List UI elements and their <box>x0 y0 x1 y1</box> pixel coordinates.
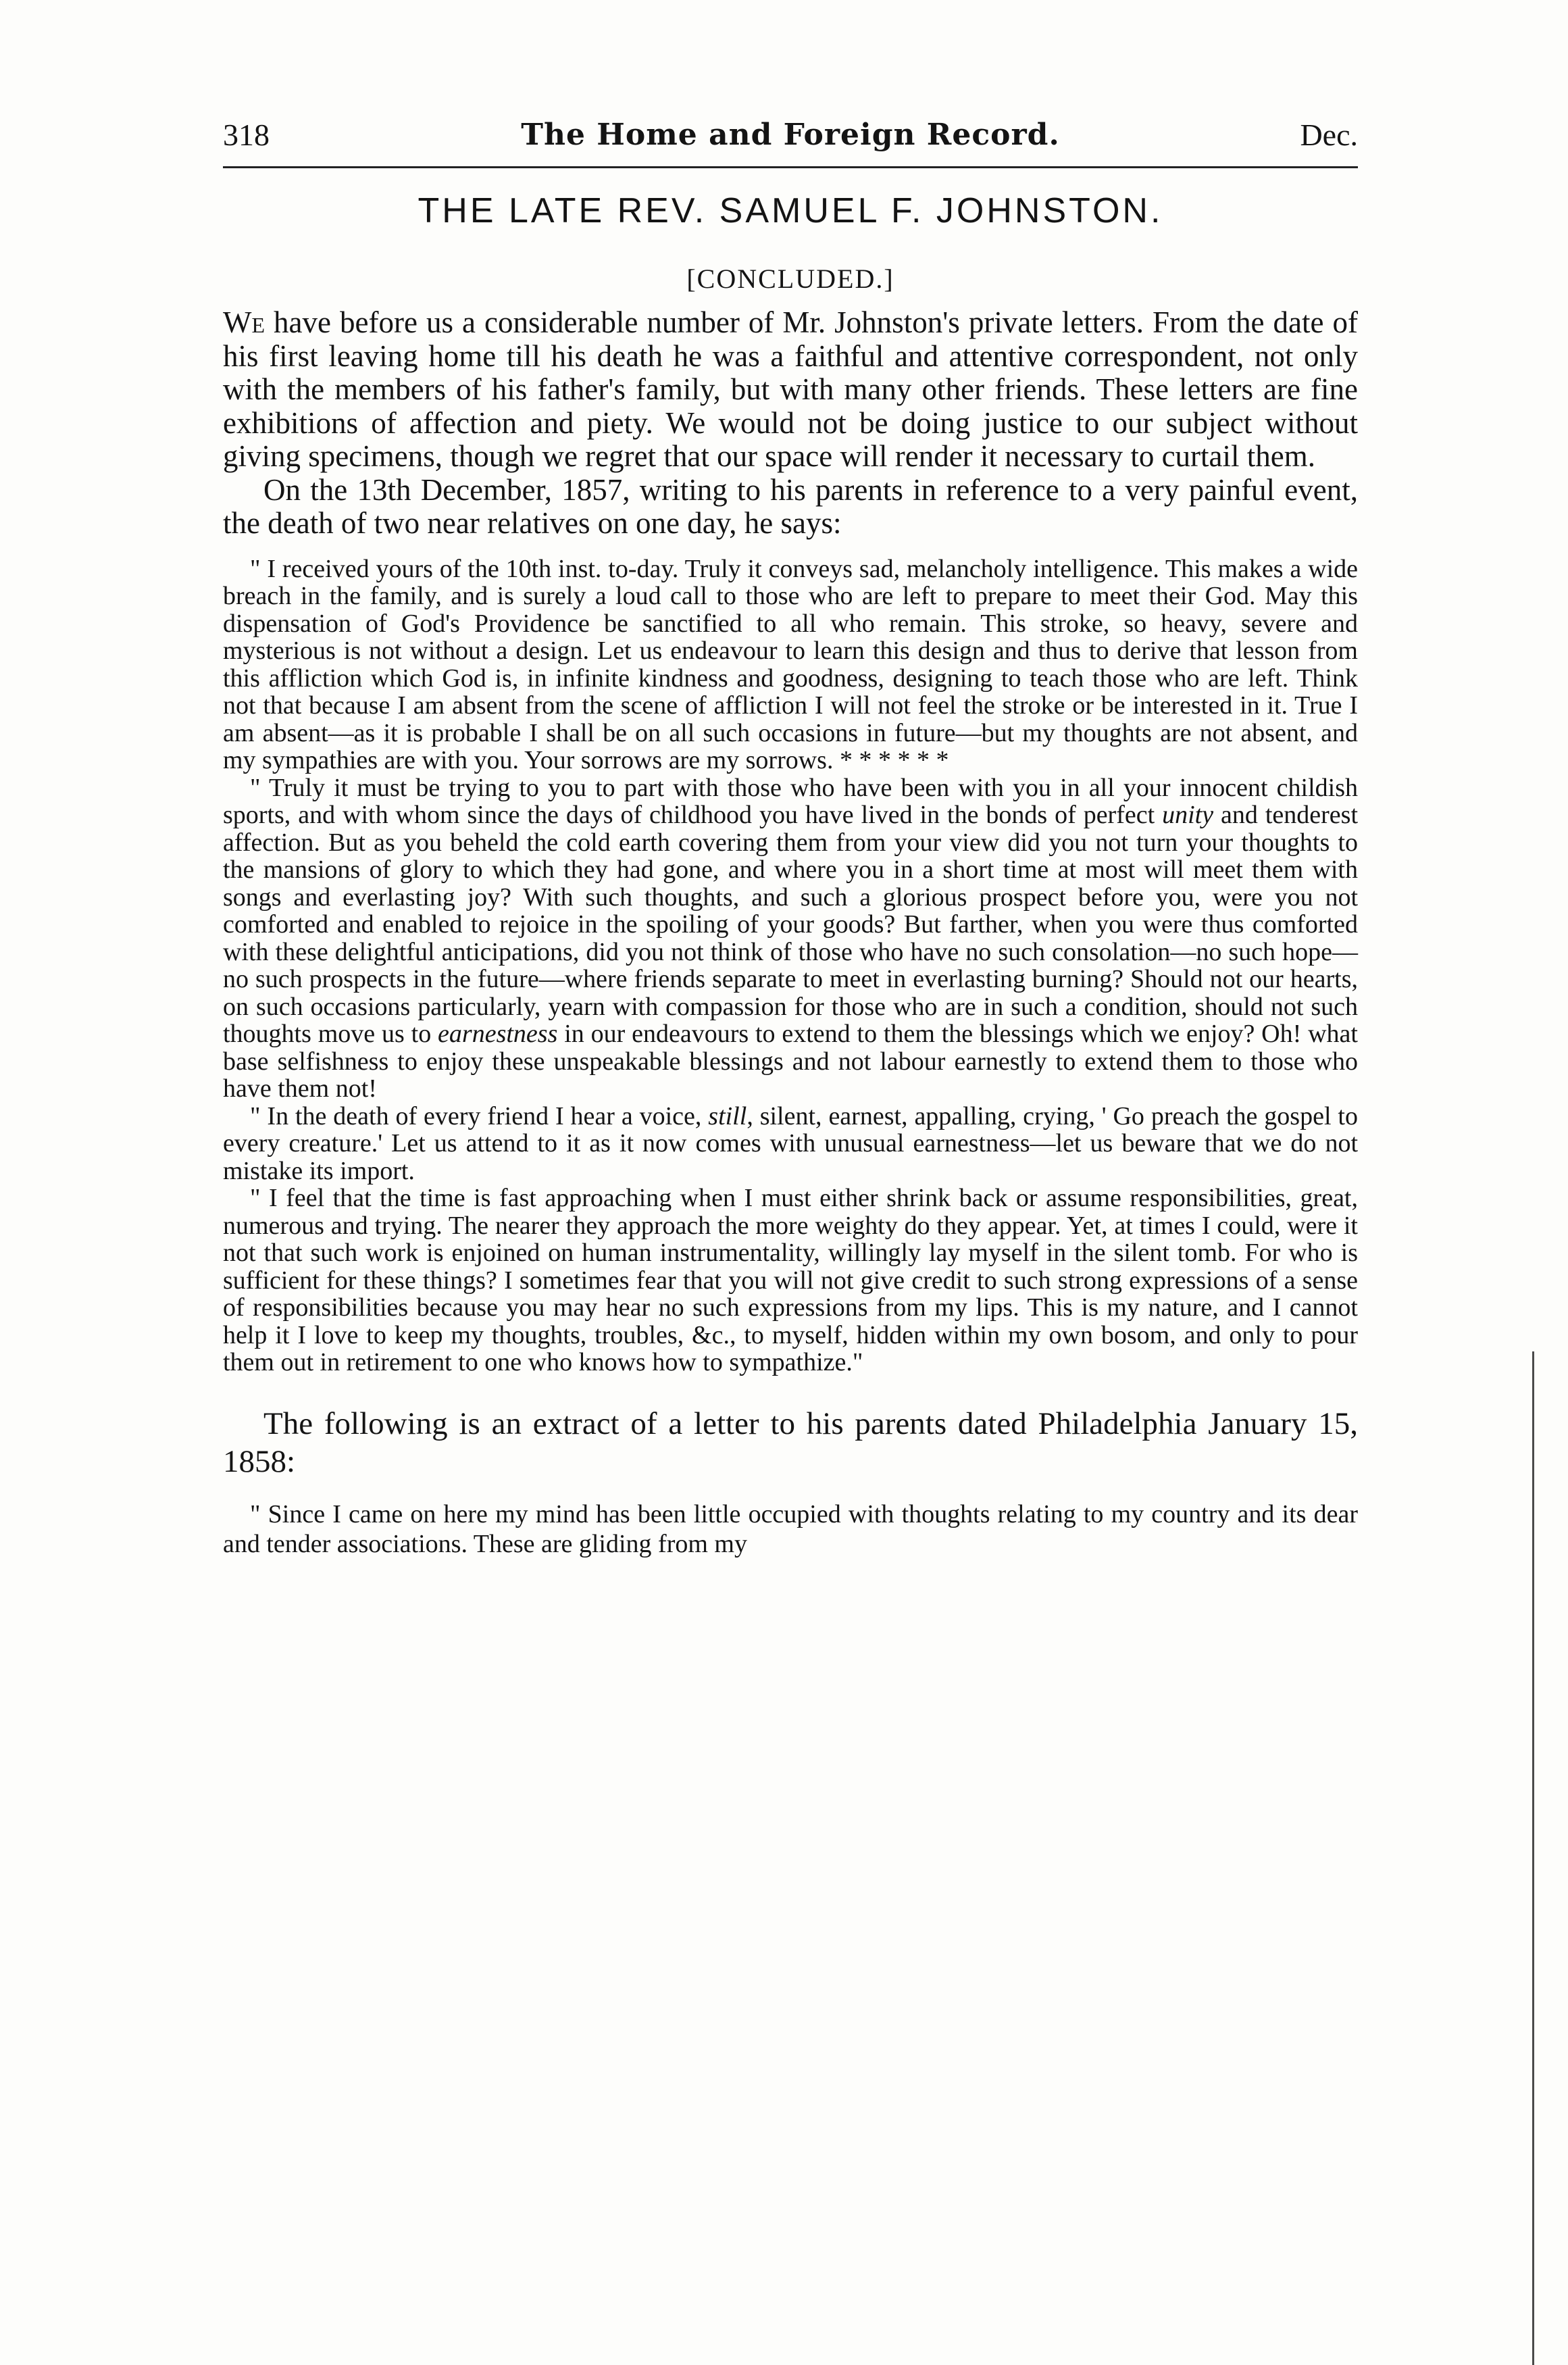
quote-paragraph-3 <box>223 1103 1358 1185</box>
concluded-note: [CONCLUDED.] <box>686 264 894 294</box>
issue-month: Dec. <box>1300 118 1358 152</box>
ellipsis-stars: * * * * * * <box>839 746 949 774</box>
running-head <box>223 108 1358 162</box>
extract-intro: The following is an extract of a letter to his parents dated Philadelphia January 15, 1858: <box>223 1405 1358 1479</box>
quote-3-text-a: " In the death of every friend I hear a voice, <box>250 1101 709 1130</box>
quote-2-text-c: in our endeavours to extend to them the blessings which we enjoy? Oh! what base selfishness to enjoy these unspeakable blessings and not labour earnestly to extend them to those who have them not! <box>223 1020 1358 1103</box>
journal-title: The Home and Foreign Record. <box>521 118 1060 152</box>
intro-paragraph-1 <box>223 306 1358 474</box>
quote-2-text-a: " Truly it must be trying to you to part with those who have been with you in all your innocent childish sports, and with whom since the days of childhood you have lived in the bonds of perfect <box>223 773 1358 829</box>
quote-paragraph-1 <box>223 555 1358 774</box>
quote-2-italic-earnestness: earnestness <box>438 1020 558 1048</box>
article-intro <box>223 306 1358 541</box>
intro-paragraph-1-text: have before us a considerable number of Mr. Johnston's private letters. From the date of his first leaving home till his death he was a faithful and attentive correspondent, not only with the members of his father's family, but with many other friends. These letters are fine exhibitions of affection and piety. We would not be doing justice to our subject without giving specimens, though we regret that our space will render it necessary to curtail them. <box>223 305 1358 473</box>
intro-paragraph-2: On the 13th December, 1857, writing to his parents in reference to a very painful event, the death of two near relatives on one day, he says: <box>223 472 1358 540</box>
quote-3-text-b: , silent, earnest, appalling, crying, ' Go preach the gospel to every creature.' Let us attend to it as it now comes with unusual earnestness—let us beware that we do not mistake its import. <box>223 1101 1358 1185</box>
article-title: THE LATE REV. SAMUEL F. JOHNSTON. <box>418 191 1163 230</box>
quote-paragraph-4: " I feel that the time is fast approaching when I must either shrink back or assume responsibilities, great, numerous and trying. The nearer they approach the more weighty do they appear. Yet, at times I could, were it not that such work is enjoined on human instrumentality, willingly lay myself in the silent tomb. For who is sufficient for these things? I sometimes fear that you will not give credit to such strong expressions of a sense of responsibilities because you may hear no such expressions from my lips. This is my nature, and I cannot help it I love to keep my thoughts, troubles, &c., to myself, hidden within my own bosom, and only to pour them out in retirement to one who knows how to sympathize." <box>223 1184 1358 1376</box>
header-rule <box>223 166 1358 168</box>
letter-quote-block <box>223 555 1358 1376</box>
quote-2-text-b: and tenderest affection. But as you beheld the cold earth covering them from your view did you not turn your thoughts to the mansions of glory to which they had gone, and where you in a short time at most will meet them with songs and everlasting joy? With such thoughts, and such a glorious prospect before you, were you not comforted and enabled to rejoice in the spoiling of your goods? But farther, when you were thus comforted with these delightful anticipations, did you not think of those who have no such consolation—no such hope—no such prospects in the future—where friends separate to meet in everlasting burning? Should not our hearts, on such occasions particularly, yearn with compassion for those who are in such a condition, should not such thoughts move us to <box>223 801 1358 1048</box>
quote-3-italic-still: still <box>708 1101 747 1130</box>
page-number: 318 <box>223 118 270 152</box>
quote-paragraph-2 <box>223 774 1358 1103</box>
final-quote: " Since I came on here my mind has been little occupied with thoughts relating to my country and its dear and tender associations. These are gliding from my <box>223 1499 1358 1558</box>
intro-lead-word: We <box>223 305 265 339</box>
scan-edge-line <box>1532 1351 1534 2365</box>
quote-1-text: " I received yours of the 10th inst. to-day. Truly it conveys sad, melancholy intelligence. This makes a wide breach in the family, and is surely a loud call to those who are left to prepare to meet their God. May this dispensation of God's Providence be sanctified to all who remain. This stroke, so heavy, severe and mysterious is not without a design. Let us endeavour to learn this design and thus to derive that lesson from this affliction which God is, in infinite kindness and goodness, designing to teach those who are left. Think not that because I am absent from the scene of affliction I will not feel the stroke or be interested in it. True I am absent—as it is probable I shall be on all such occasions in future—but my thoughts are not absent, and my sympathies are with you. Your sorrows are my sorrows. <box>223 554 1358 774</box>
page-content <box>223 108 1358 2297</box>
quote-2-italic-unity: unity <box>1162 801 1214 829</box>
